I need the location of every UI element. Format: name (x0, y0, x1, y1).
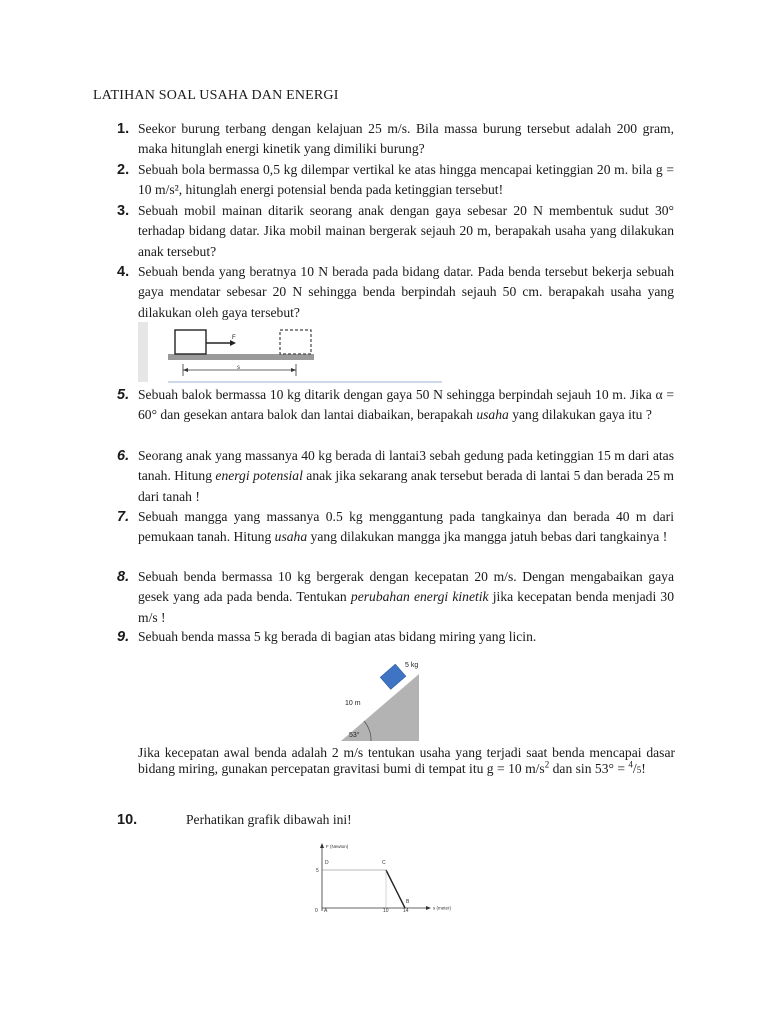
text-part: ! (641, 761, 646, 777)
text-part: yang dilakukan gaya itu ? (508, 407, 652, 423)
arrow-head (183, 368, 188, 372)
x-tick-label: 14 (403, 908, 409, 914)
question-10-text: Perhatikan grafik dibawah ini! (186, 812, 352, 827)
question-text (138, 446, 674, 507)
arrow-head (291, 368, 296, 372)
distance-label: s (237, 365, 240, 371)
question-text (138, 385, 674, 426)
question-2 (117, 160, 674, 201)
superscript: 2 (544, 759, 550, 770)
fraction-denominator: 5 (636, 765, 642, 776)
question-10-number: 10. (117, 812, 138, 828)
emphasis: perubahan energi kinetik (350, 589, 489, 605)
displaced-block (280, 330, 311, 354)
question-number: 3. (117, 203, 130, 219)
floor (168, 354, 314, 360)
question-9-continuation: Jika kecepatan awal benda adalah 2 m/s tentukan usaha yang terjadi saat benda mencapai dasar bidang miring, gunakan percepatan gravitasi bumi di tempat itu g = 10 $m/s^2$ dan sin 53° = $^4$/5! (138, 745, 675, 777)
question-text: Sebuah benda massa 5 kg berada di bagian atas bidang miring yang licin. (138, 629, 537, 644)
text-part: Sebuah balok bermassa 10 kg ditarik dengan gaya 50 N sehingga berpindah sejauh 10 m. Jika α = 60° dan gesekan antara balok dan lantai diabaikan, berapakah (138, 387, 674, 423)
decreasing-line (386, 870, 405, 908)
question-number: 2. (117, 162, 130, 178)
text-part: Seorang anak yang massanya 40 kg berada di lantai3 sebah gedung pada ketinggian 15 m dari atas tanah. Hitung (138, 448, 674, 484)
question-text: Sebuah benda yang beratnya 10 N berada pada bidang datar. Pada benda tersebut bekerja sebuah gaya mendatar sebesar 20 N sehingga benda berpindah sejauh 50 cm. berapakah usaha yang dilakukan oleh gaya tersebut? (138, 264, 674, 320)
question-number: 6. (117, 448, 130, 464)
text-part: yang dilakukan mangga jka mangga jatuh bebas dari tangkainya ! (307, 529, 668, 545)
point-label-c: C (382, 860, 386, 866)
worksheet-title: LATIHAN SOAL USAHA DAN ENERGI (93, 88, 339, 103)
text-part: jika kecepatan benda menjadi 30 m/s ! (138, 589, 674, 625)
figure-margin-shade (138, 322, 148, 382)
question-number: 7. (117, 509, 130, 525)
y-axis-label: F (Newton) (326, 844, 349, 849)
x-axis-label: s (meter) (433, 905, 451, 911)
question-text: Sebuah bola bermassa 0,5 kg dilempar vertikal ke atas hingga mencapai ketinggian 20 m. bila g = 10 m/s², hitunglah energi potensial benda pada ketinggian tersebut! (138, 162, 674, 198)
point-label-b: B (406, 899, 410, 905)
question-number: 8. (117, 569, 130, 585)
question-7 (117, 507, 674, 548)
arrow-head (320, 843, 324, 848)
emphasis: usaha (476, 407, 509, 423)
angle-label: 53° (349, 732, 360, 739)
text-part: dan sin 53° = (549, 761, 629, 777)
question-3 (117, 201, 674, 262)
text-part: anak jika sekarang anak tersebut berada di lantai 5 dan berada 25 m dari tanah ! (138, 468, 674, 504)
fraction-numerator: 4 (628, 759, 633, 770)
force-displacement-graph (306, 842, 464, 916)
x-tick-label: 10 (383, 908, 389, 914)
question-8 (117, 567, 674, 628)
question-9 (117, 627, 674, 647)
question-5 (117, 385, 674, 426)
question-text: Seekor burung terbang dengan kelajuan 25 m/s. Bila massa burung tersebut adalah 200 gram, maka hitunglah energi kinetik yang dimiliki burung? (138, 121, 674, 157)
text-part: Jika kecepatan awal benda adalah 2 m/s tentukan usaha yang terjadi saat benda mencapai dasar bidang miring, gunakan percepatan gravitasi bumi di tempat itu g = 10 m/s (138, 745, 675, 777)
question-number: 9. (117, 629, 130, 645)
emphasis: usaha (274, 529, 308, 545)
question-text: Sebuah mobil mainan ditarik seorang anak dengan gaya sebesar 20 N membentuk sudut 30° terhadap bidang datar. Jika mobil mainan bergerak sejauh 20 m, berapakah usaha yang dilakukan anak tersebut? (138, 203, 674, 259)
length-label: 10 m (345, 700, 361, 707)
force-label: F (232, 335, 236, 341)
question-number: 1. (117, 121, 130, 137)
text-part: Sebuah mangga yang massanya 0.5 kg menggantung pada tangkainya dan berada 40 m dari pemukaan tanah. Hitung (138, 509, 674, 545)
question-text (138, 507, 674, 548)
origin-label: 0 (315, 908, 318, 914)
question-6 (117, 446, 674, 507)
question-4 (117, 262, 674, 323)
question-number: 5. (117, 387, 130, 403)
question-number: 4. (117, 264, 130, 280)
point-label-d: D (325, 860, 329, 866)
question-text (138, 567, 674, 628)
block (175, 330, 206, 354)
question-1 (117, 119, 674, 160)
text-part: Sebuah benda bermassa 10 kg bergerak dengan kecepatan 20 m/s. Dengan mengabaikan gaya gesek yang ada pada benda. Tentukan (138, 569, 674, 605)
block-force-figure (138, 322, 443, 384)
mass-label: 5 kg (405, 662, 419, 669)
arrow-head (426, 906, 431, 910)
y-tick-label: 5 (316, 868, 319, 874)
inclined-plane-figure (333, 657, 438, 742)
emphasis: energi potensial (215, 468, 303, 484)
point-label-a: A (324, 908, 328, 914)
